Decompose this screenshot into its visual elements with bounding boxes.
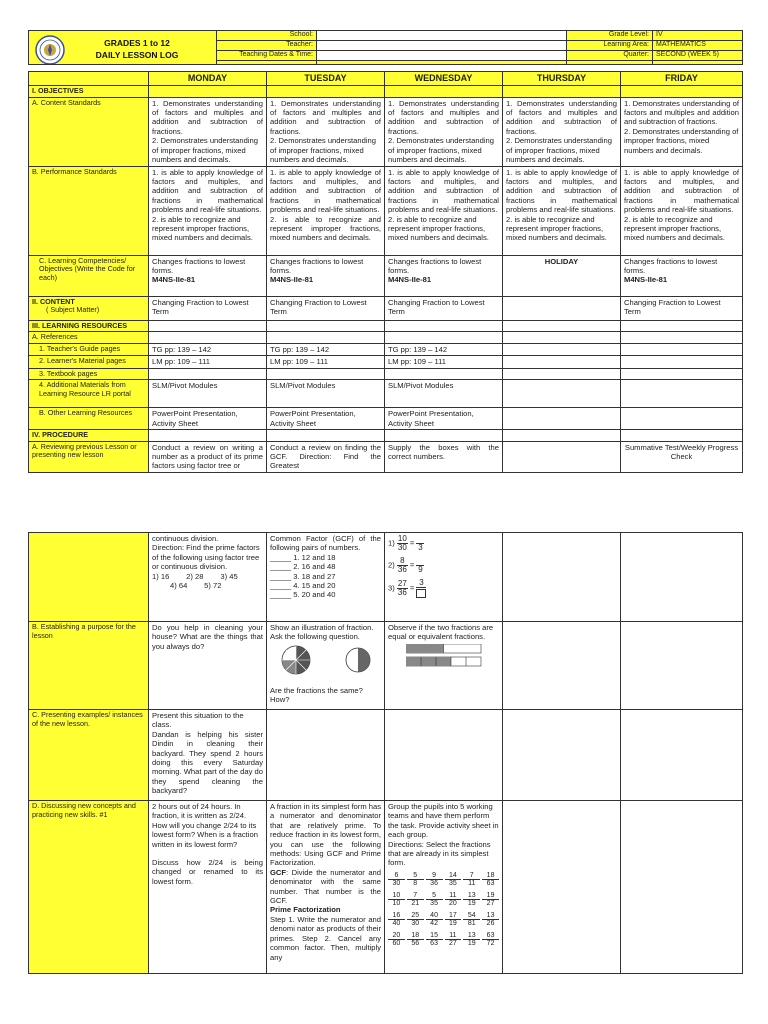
- performance-standard-thu: 1. is able to apply knowledge of factors and multiples, and addition and subtraction of fractions in mathematical problems and real-life situations. 2. is able to recognize and represent improper fractions, mixed numbers and decimals.: [503, 166, 621, 255]
- other-res-mon: PowerPoint Presentation, Activity Sheet: [149, 408, 267, 430]
- performance-standard-mon: 1. is able to apply knowledge of factors and multiples, and addition and subtraction of fractions in mathematical problems and real-life situations. 2. is able to recognize and represent improper fractions, mixed numbers and decimals.: [149, 166, 267, 255]
- lm-mon: LM pp: 109 – 111: [149, 356, 267, 368]
- competencies-row: [29, 255, 743, 296]
- discussing-tue: A fraction in its simplest form has a numerator and denominator that are relatively prime. To reduce fraction in its lowest form, you can use the following methods: Using GCF and Prime Factorization. GCF: Divide the numerator and denominator with the same number. That number is the GCF. Prime Factorization Step 1. Write the numerator and denomi nator as products of their primes. Step 2. Cancel any common factor. Then, multiply any: [267, 801, 385, 974]
- content-standard-wed: 1. Demonstrates understanding of factors and multiples and addition and subtraction of fractions. 2. Demonstrates understanding of improper fractions, mixed numbers and decimals.: [385, 97, 503, 166]
- fraction-choice[interactable]: $\frac{63}{72}$: [482, 932, 499, 948]
- fraction-choice[interactable]: $\frac{5}{35}$: [426, 892, 443, 908]
- purpose-mon: Do you help in cleaning your house? What are the things that you always do?: [149, 622, 267, 710]
- purpose-tue: Show an illustration of fraction. Ask the following question. Are the fractions the same? How?: [267, 622, 385, 710]
- subject-wed: Changing Fraction to Lowest Term: [385, 296, 503, 320]
- references-label: A. References: [29, 332, 149, 344]
- content-standard-thu: 1. Demonstrates understanding of factors and multiples and addition and subtraction of fractions. 2. Demonstrates understanding of improper fractions, mixed numbers and decimals.: [503, 97, 621, 166]
- fraction-choice[interactable]: $\frac{13}{19}$: [463, 932, 480, 948]
- textbook-label: 3. Textbook pages: [29, 368, 149, 380]
- examples-mon: Present this situation to the class. Dandan is helping his sister Dindin in cleaning their backyard. They spend 2 hours doing this every Saturday morning. What part of the day do they spend cleaning the backyard?: [149, 710, 267, 801]
- review-label: A. Reviewing previous Lesson or presenting new lesson: [29, 441, 149, 472]
- content-standard-fri: 1. Demonstrates understanding of factors and multiples and addition and subtraction of fractions. 2. Demonstrates understanding of improper fractions, mixed numbers and decimals.: [621, 97, 743, 166]
- day-wednesday: WEDNESDAY: [385, 72, 503, 86]
- review-cont-tue: Common Factor (GCF) of the following pairs of numbers. _____ 1. 12 and 18 _____ 2. 16 and 48 _____ 3. 18 and 27 _____ 4. 15 and 20 _____ 5. 20 and 40: [267, 533, 385, 622]
- form-subtitle: DAILY LESSON LOG: [95, 50, 179, 60]
- lesson-log-table-page2: [28, 532, 742, 974]
- header-section: [28, 30, 742, 65]
- content-standard-tue: 1. Demonstrates understanding of factors and multiples and addition and subtraction of fractions. 2. Demonstrates understanding of improper fractions, mixed numbers and decimals.: [267, 97, 385, 166]
- holiday-label: HOLIDAY: [503, 255, 621, 296]
- discussing-label: D. Discussing new concepts and practicing new skills. #1: [29, 801, 149, 974]
- grade-level-label: Grade Level:: [567, 31, 653, 41]
- discussing-row: [29, 801, 743, 974]
- performance-standard-fri: 1. is able to apply knowledge of factors and multiples, and addition and subtraction of fractions in mathematical problems and real-life situations. 2. is able to recognize and represent improper fractions, mixed numbers and decimals.: [621, 166, 743, 255]
- fraction-choice[interactable]: $\frac{25}{30}$: [407, 912, 424, 928]
- content-standards-label: A. Content Standards: [29, 97, 149, 166]
- header-title-cell: [29, 31, 217, 65]
- examples-row: [29, 710, 743, 801]
- procedure-heading: IV. PROCEDURE: [29, 430, 149, 442]
- competency-tue: Changes fractions to lowest forms. M4NS-IIe-81: [267, 255, 385, 296]
- tg-label: 1. Teacher's Guide pages: [29, 343, 149, 355]
- performance-standards-label: B. Performance Standards: [29, 166, 149, 255]
- equiv-item-1: 1) $\frac{10}{30}$ = 3: [388, 534, 423, 552]
- other-res-wed: PowerPoint Presentation, Activity Sheet: [385, 408, 503, 430]
- fraction-choice[interactable]: $\frac{18}{56}$: [407, 932, 424, 948]
- subject-tue: Changing Fraction to Lowest Term: [267, 296, 385, 320]
- tg-tue: TG pp: 139 – 142: [267, 343, 385, 355]
- subject-fri: Changing Fraction to Lowest Term: [621, 296, 743, 320]
- lm-tue: LM pp: 109 – 111: [267, 356, 385, 368]
- fraction-choice[interactable]: $\frac{13}{26}$: [482, 912, 499, 928]
- learning-area-label: Learning Area:: [567, 41, 653, 51]
- teaching-dates-field[interactable]: [317, 51, 567, 61]
- slm-mon: SLM/Pivot Modules: [149, 380, 267, 408]
- day-monday: MONDAY: [149, 72, 267, 86]
- school-field[interactable]: [317, 31, 567, 41]
- purpose-row: [29, 622, 743, 710]
- form-title: GRADES 1 to 12: [104, 38, 170, 48]
- tg-wed: TG pp: 139 – 142: [385, 343, 503, 355]
- fraction-choice[interactable]: $\frac{19}{27}$: [482, 892, 499, 908]
- fraction-choice[interactable]: $\frac{13}{19}$: [463, 892, 480, 908]
- content-row: [29, 296, 743, 320]
- fraction-choice[interactable]: $\frac{14}{35}$: [445, 872, 462, 888]
- additional-materials-label: 4. Additional Materials from Learning Resource LR portal: [29, 380, 149, 408]
- fraction-choice[interactable]: $\frac{9}{36}$: [426, 872, 443, 888]
- fraction-bars-icon: [406, 644, 486, 670]
- fraction-choice[interactable]: $\frac{17}{19}$: [445, 912, 462, 928]
- day-thursday: THURSDAY: [503, 72, 621, 86]
- other-resources-label: B. Other Learning Resources: [29, 408, 149, 430]
- competency-wed: Changes fractions to lowest forms. M4NS-IIe-81: [385, 255, 503, 296]
- review-cont-mon: continuous division. Direction: Find the prime factors of the following using factor tree or continuous division. 1) 16 2) 28 3) 45 4) 64 5) 72: [149, 533, 267, 622]
- subject-mon: Changing Fraction to Lowest Term: [149, 296, 267, 320]
- answer-box[interactable]: [416, 589, 426, 598]
- grade-level-value: IV: [653, 31, 743, 41]
- teaching-dates-label: Teaching Dates & Time:: [217, 51, 317, 61]
- fraction-choice[interactable]: $\frac{18}{63}$: [482, 872, 499, 888]
- competency-mon: Changes fractions to lowest forms. M4NS-IIe-81: [149, 255, 267, 296]
- lesson-log-table-page1: [28, 71, 742, 473]
- review-continued-row: [29, 533, 743, 622]
- review-row: [29, 441, 743, 472]
- fraction-illustration: [270, 642, 381, 686]
- day-friday: FRIDAY: [621, 72, 743, 86]
- quarter-label: Quarter:: [567, 51, 653, 61]
- other-res-tue: PowerPoint Presentation, Activity Sheet: [267, 408, 385, 430]
- fraction-choice[interactable]: $\frac{5}{8}$: [407, 872, 424, 888]
- discussing-wed: Group the pupils into 5 working teams and have them perform the task. Provide activity sheet in each group. Directions: Select the fractions that are already in its simplest form. $\frac{6}{30}$ $\frac{5}{8}$ $\frac{9}{36}$ $\frac{14}{35}$ $\frac{7}{11}$ $\frac{18}{63}$ $\frac{10}{10}$ $\frac{7}{21}$ $\frac{5}{35}$ $\frac{11}{20}$ $\frac{13}{19}$ $\frac{19}{27}$ $\frac{16}{40}$ $\frac{25}{30}$ $\frac{40}{42}$ $\frac{17}{19}$ $\frac{54}{81}$ $\frac{13}{26}$ $\frac{20}{60}$ $\frac{18}{56}$ $\frac{15}{63}$ $\frac{11}{27}$ $\frac{13}{19}$ $\frac{63}{72}$: [385, 801, 503, 974]
- pie-fraction-eighths-icon: [280, 644, 312, 676]
- performance-standard-tue: 1. is able to apply knowledge of factors and multiples, and addition and subtraction of fractions in mathematical problems and real-life situations. 2. is able to recognize and represent improper fractions, mixed numbers and decimals.: [267, 166, 385, 255]
- fraction-choice[interactable]: $\frac{10}{10}$: [388, 892, 405, 908]
- review-mon: Conduct a review on writing a number as a product of its prime factors using factor tree or: [149, 441, 267, 472]
- purpose-wed: Observe if the two fractions are equal or equivalent fractions.: [385, 622, 503, 710]
- resources-heading: III. LEARNING RESOURCES: [29, 320, 149, 332]
- pie-fraction-half-icon: [344, 646, 372, 674]
- fraction-choice[interactable]: $\frac{7}{11}$: [463, 872, 480, 888]
- purpose-label: B. Establishing a purpose for the lesson: [29, 622, 149, 710]
- lm-label: 2. Learner's Material pages: [29, 356, 149, 368]
- fraction-choice[interactable]: $\frac{11}{20}$: [445, 892, 462, 908]
- equiv-item-3: 3) $\frac{27}{36}$ = 3: [388, 579, 499, 601]
- learning-area-value: MATHEMATICS: [653, 41, 743, 51]
- fraction-choice[interactable]: $\frac{6}{30}$: [388, 872, 405, 888]
- simplest-form-fraction-grid: [388, 872, 499, 948]
- quarter-value: SECOND (WEEK 5): [653, 51, 743, 61]
- examples-label: C. Presenting examples/ instances of the new lesson.: [29, 710, 149, 801]
- fraction-choice[interactable]: $\frac{7}{21}$: [407, 892, 424, 908]
- teacher-label: Teacher:: [217, 41, 317, 51]
- fraction-choice[interactable]: $\frac{40}{42}$: [426, 912, 443, 928]
- review-tue: Conduct a review on finding the GCF. Direction: Find the Greatest: [267, 441, 385, 472]
- content-label: II. CONTENT ( Subject Matter): [29, 296, 149, 320]
- fraction-choice[interactable]: $\frac{11}{27}$: [445, 932, 462, 948]
- fraction-choice[interactable]: $\frac{54}{81}$: [463, 912, 480, 928]
- slm-tue: SLM/Pivot Modules: [267, 380, 385, 408]
- school-label: School:: [217, 31, 317, 41]
- deped-seal-logo: [35, 35, 65, 65]
- objectives-heading: I. OBJECTIVES: [29, 86, 149, 98]
- review-cont-wed: [385, 533, 503, 622]
- lm-wed: LM pp: 109 – 111: [385, 356, 503, 368]
- competencies-label: C. Learning Competencies/ Objectives (Write the Code for each): [29, 255, 149, 296]
- equiv-item-2: 2) $\frac{8}{36}$ = 9: [388, 556, 423, 574]
- discussing-mon: 2 hours out of 24 hours. In fraction, it is written as 2/24. How will you change 2/24 to its lowest form? When is a fraction written in its lowest form? Discuss how 2/24 is being changed or renamed to its lowest form.: [149, 801, 267, 974]
- competency-fri: Changes fractions to lowest forms. M4NS-IIe-81: [621, 255, 743, 296]
- review-wed: Supply the boxes with the correct numbers.: [385, 441, 503, 472]
- teacher-field[interactable]: [317, 41, 567, 51]
- fraction-choice[interactable]: $\frac{20}{60}$: [388, 932, 405, 948]
- performance-standards-row: [29, 166, 743, 255]
- content-standard-mon: 1. Demonstrates understanding of factors and multiples and addition and subtraction of fractions. 2. Demonstrates understanding of improper fractions, mixed numbers and decimals.: [149, 97, 267, 166]
- fraction-choice[interactable]: $\frac{16}{40}$: [388, 912, 405, 928]
- performance-standard-wed: 1. is able to apply knowledge of factors and multiples, and addition and subtraction of fractions in mathematical problems and real-life situations. 2. is able to recognize and represent improper fractions, mixed numbers and decimals.: [385, 166, 503, 255]
- review-fri: Summative Test/Weekly Progress Check: [621, 441, 743, 472]
- slm-wed: SLM/Pivot Modules: [385, 380, 503, 408]
- tg-mon: TG pp: 139 – 142: [149, 343, 267, 355]
- day-header-row: [29, 72, 743, 86]
- content-standards-row: [29, 97, 743, 166]
- day-tuesday: TUESDAY: [267, 72, 385, 86]
- fraction-choice[interactable]: $\frac{15}{63}$: [426, 932, 443, 948]
